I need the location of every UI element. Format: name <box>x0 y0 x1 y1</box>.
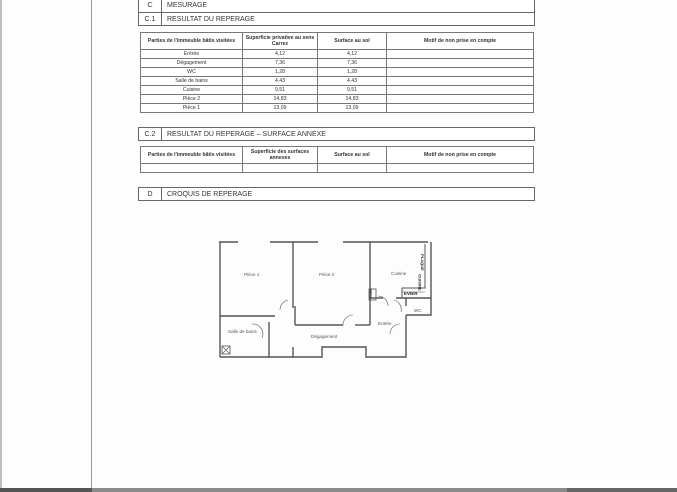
annotation-plaque: PLAQUE <box>419 254 425 271</box>
section-title: RESULTAT DU REPERAGE <box>167 15 255 23</box>
table-row <box>141 59 534 68</box>
col-header-motif: Motif de non prise en compte <box>387 147 534 164</box>
cell-motif <box>387 104 534 113</box>
section-code: C.1 <box>139 13 162 25</box>
section-code: D <box>139 188 162 200</box>
room-label-salle-de-bains: Salle de bains <box>228 329 257 334</box>
section-c2-header <box>138 127 535 141</box>
cell-sol: 7,36 <box>318 59 387 68</box>
section-d-header <box>138 187 535 201</box>
table-row <box>141 164 534 173</box>
room-label-piece2: Pièce 2 <box>319 272 335 277</box>
cell-motif <box>387 59 534 68</box>
table-row <box>141 68 534 77</box>
cell-motif <box>387 50 534 59</box>
cell-part: Dégagement <box>141 59 243 68</box>
cell-sol <box>318 164 387 173</box>
room-label-entree: Entrée <box>378 321 392 326</box>
cell-sol: 9,51 <box>318 86 387 95</box>
cell-carrez: 9,51 <box>243 86 318 95</box>
cell-part: Pièce 1 <box>141 104 243 113</box>
cell-motif <box>387 164 534 173</box>
col-header-part: Parties de l'immeuble bâtis visitées <box>141 147 243 164</box>
col-header-sol: Surface au sol <box>318 147 387 164</box>
room-label-wc: WC <box>414 308 422 313</box>
table-row <box>141 77 534 86</box>
cell-motif <box>387 68 534 77</box>
table-row <box>141 50 534 59</box>
cell-part: WC <box>141 68 243 77</box>
room-label-piece1: Pièce 1 <box>244 272 260 277</box>
table-row <box>141 95 534 104</box>
room-label-degagement: Dégagement <box>311 334 338 339</box>
annotation-frigo: FRIGO <box>368 289 373 299</box>
cell-sol: 14,83 <box>318 95 387 104</box>
annex-table <box>140 146 534 173</box>
cell-part: Entrée <box>141 50 243 59</box>
cell-sol: 4,12 <box>318 50 387 59</box>
scan-edge-bottom <box>0 488 677 492</box>
col-header-part: Parties de l'immeuble bâtis visitées <box>141 33 243 50</box>
section-code: C.2 <box>139 128 162 140</box>
cell-part: Pièce 2 <box>141 95 243 104</box>
cell-sol: 1,28 <box>318 68 387 77</box>
annotation-cuisine-meuble: CUISINE <box>417 274 423 291</box>
cell-sol: 4,43 <box>318 77 387 86</box>
cell-carrez: 4,43 <box>243 77 318 86</box>
col-header-carrez: Superficie privative au sens Carrez <box>243 33 318 50</box>
cell-carrez: 1,28 <box>243 68 318 77</box>
annotation-evier: EVIER <box>404 291 418 296</box>
table-header-row <box>141 33 534 50</box>
section-code: C <box>139 0 162 12</box>
cell-part: Salle de bains <box>141 77 243 86</box>
table-header-row <box>141 147 534 164</box>
section-title: CROQUIS DE REPERAGE <box>167 190 253 198</box>
col-header-sol: Surface au sol <box>318 33 387 50</box>
carrez-table <box>140 32 534 113</box>
table-row <box>141 86 534 95</box>
section-title: RESULTAT DU REPERAGE – SURFACE ANNEXE <box>167 130 326 138</box>
cell-carrez: 4,12 <box>243 50 318 59</box>
cell-part <box>141 164 243 173</box>
cell-carrez: 7,36 <box>243 59 318 68</box>
cell-carrez: 14,83 <box>243 95 318 104</box>
cell-sol: 13,09 <box>318 104 387 113</box>
cell-carrez: 13,09 <box>243 104 318 113</box>
cell-part: Cuisine <box>141 86 243 95</box>
floor-plan <box>218 240 436 359</box>
floor-plan-drawing <box>218 240 436 359</box>
table-row <box>141 104 534 113</box>
cell-annexe <box>243 164 318 173</box>
scan-fold-line <box>91 0 92 490</box>
scan-edge-left <box>0 0 2 492</box>
section-c1-header <box>138 12 535 26</box>
section-title: MESURAGE <box>167 2 208 9</box>
col-header-motif: Motif de non prise en compte <box>387 33 534 50</box>
col-header-annexe: Superficie des surfaces annexes <box>243 147 318 164</box>
room-label-cuisine: Cuisine <box>391 271 407 276</box>
cell-motif <box>387 77 534 86</box>
cell-motif <box>387 95 534 104</box>
cell-motif <box>387 86 534 95</box>
